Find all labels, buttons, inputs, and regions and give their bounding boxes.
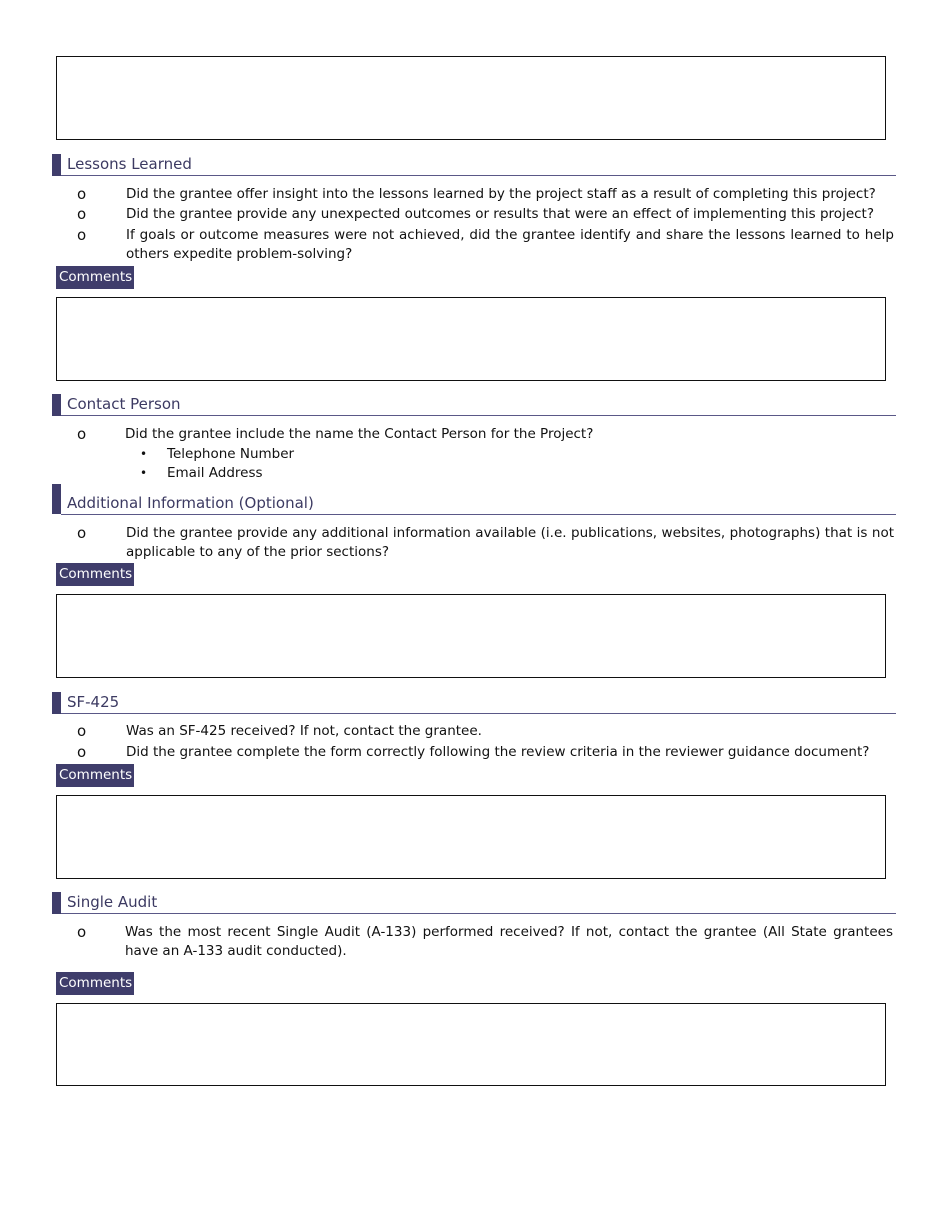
list-bullet: o xyxy=(77,743,87,761)
section-title-single-audit: Single Audit xyxy=(67,893,158,911)
section-accent-bar xyxy=(52,484,61,514)
comments-label: Comments xyxy=(56,563,134,586)
section-title-contact-person: Contact Person xyxy=(67,395,181,413)
list-bullet: o xyxy=(77,205,87,223)
list-bullet: o xyxy=(77,722,87,740)
section-rule xyxy=(61,415,896,416)
section-accent-bar xyxy=(52,394,61,416)
question-text: Did the grantee provide any additional information available (i.e. publications, websites, photographs) that is not applicable to any of the prior sections? xyxy=(126,525,894,560)
comments-box-sf425[interactable] xyxy=(56,795,886,879)
sub-bullet: • xyxy=(140,447,148,461)
question-text: Was an SF-425 received? If not, contact the grantee. xyxy=(126,723,482,739)
sub-item-telephone: Telephone Number xyxy=(167,446,295,462)
list-bullet: o xyxy=(77,923,87,941)
section-rule xyxy=(61,175,896,176)
question-text: Did the grantee include the name the Contact Person for the Project? xyxy=(125,426,594,442)
comments-label: Comments xyxy=(56,266,134,289)
sub-item-email: Email Address xyxy=(167,465,263,481)
section-rule xyxy=(61,514,896,515)
comments-label: Comments xyxy=(56,764,134,787)
list-bullet: o xyxy=(77,425,87,443)
section-accent-bar xyxy=(52,154,61,176)
comments-box-single-audit[interactable] xyxy=(56,1003,886,1086)
section-accent-bar xyxy=(52,692,61,714)
question-text: Did the grantee complete the form correctly following the review criteria in the reviewer guidance document? xyxy=(126,744,870,760)
section-rule xyxy=(61,713,896,714)
question-text: Did the grantee provide any unexpected outcomes or results that were an effect of implementing this project? xyxy=(126,206,875,222)
list-bullet: o xyxy=(77,185,87,203)
question-text: Did the grantee offer insight into the lessons learned by the project staff as a result of completing this project? xyxy=(126,186,876,202)
section-rule xyxy=(61,913,896,914)
list-bullet: o xyxy=(77,524,87,542)
comments-box-previous[interactable] xyxy=(56,56,886,140)
section-accent-bar xyxy=(52,892,61,914)
section-title-additional-info: Additional Information (Optional) xyxy=(67,494,314,512)
comments-box-lessons-learned[interactable] xyxy=(56,297,886,381)
section-title-lessons-learned: Lessons Learned xyxy=(67,155,192,173)
question-text: Was the most recent Single Audit (A-133) performed received? If not, contact the grantee (All State grantees have an A-133 audit conducted). xyxy=(125,924,893,959)
sub-bullet: • xyxy=(140,466,148,480)
comments-box-additional-info[interactable] xyxy=(56,594,886,678)
comments-label: Comments xyxy=(56,972,134,995)
question-text: If goals or outcome measures were not achieved, did the grantee identify and share the lessons learned to help others expedite problem-solving? xyxy=(126,227,894,262)
list-bullet: o xyxy=(77,226,87,244)
section-title-sf425: SF-425 xyxy=(67,693,120,711)
